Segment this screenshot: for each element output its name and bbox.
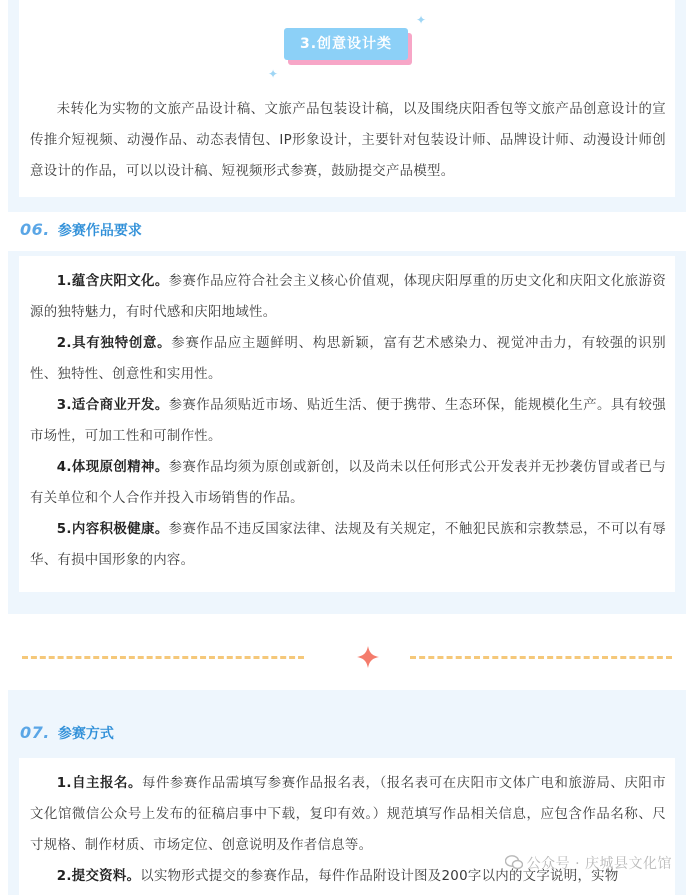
divider-left <box>22 656 304 659</box>
watermark-text: 公众号 · 庆城县文化馆 <box>526 856 672 872</box>
requirement-lead: 5.内容积极健康。 <box>56 522 169 537</box>
requirement-text: 参赛作品应符合社会主义核心价值观，体现庆阳厚重的历史文化和庆阳文化旅游资源的独特魅力，有时代感和庆阳地域性。 <box>30 274 667 320</box>
requirement-lead: 4.体现原创精神。 <box>56 460 169 475</box>
requirement-text: 参赛作品均须为原创或新创，以及尚未以任何形式公开发表并无抄袭仿冒或者已与有关单位和个人合作并投入市场销售的作品。 <box>30 460 667 506</box>
requirement-text: 参赛作品不违反国家法律、法规及有关规定，不触犯民族和宗教禁忌，不可以有辱华、有损中国形象的内容。 <box>30 522 667 568</box>
section-07-number: 07. <box>20 723 50 742</box>
wechat-icon <box>505 855 523 870</box>
section-06-number: 06. <box>20 220 50 239</box>
requirement-item <box>30 452 666 514</box>
requirement-lead: 2.具有独特创意。 <box>56 336 172 351</box>
requirement-item <box>30 266 666 328</box>
requirement-item <box>30 328 666 390</box>
badge-label: 3.创意设计类 <box>284 28 408 60</box>
watermark <box>505 853 672 873</box>
requirement-text: 参赛作品应主题鲜明、构思新颖，富有艺术感染力、视觉冲击力，有较强的识别性、独特性、创意性和实用性。 <box>30 336 666 382</box>
method-item <box>30 768 666 861</box>
sparkle-icon: ✦ <box>416 13 427 27</box>
intro-paragraph: 未转化为实物的文旅产品设计稿、文旅产品包装设计稿，以及围绕庆阳香包等文旅产品创意设计的宣传推介短视频、动漫作品、动态表情包、IP形象设计，主要针对包装设计师、品牌设计师、动漫设计师创意设计的作品，可以以设计稿、短视频形式参赛，鼓励提交产品模型。 <box>30 102 666 179</box>
method-lead: 2.提交资料。 <box>56 869 141 884</box>
requirement-item <box>30 514 666 576</box>
diamond-icon <box>357 646 379 668</box>
section-06-heading <box>20 220 142 240</box>
requirement-item <box>30 390 666 452</box>
requirement-lead: 3.适合商业开发。 <box>56 398 169 413</box>
method-lead: 1.自主报名。 <box>56 776 142 791</box>
sparkle-icon: ✦ <box>268 67 279 81</box>
category-badge <box>284 28 412 64</box>
section-07-title: 参赛方式 <box>57 726 114 742</box>
section-06-title: 参赛作品要求 <box>57 223 142 239</box>
requirement-text: 参赛作品须贴近市场、贴近生活、便于携带、生态环保，能规模化生产。具有较强市场性，可加工性和可制作性。 <box>30 398 667 444</box>
method-text: 每件参赛作品需填写参赛作品报名表，（报名表可在庆阳市文体广电和旅游局、庆阳市文化馆微信公众号上发布的征稿启事中下载，复印有效。）规范填写作品相关信息，应包含作品名称、尺寸规格、制作材质、市场定位、创意说明及作者信息等。 <box>30 776 666 853</box>
method-text: 以实物形式提交的参赛作品，每件作品附设计图及200字以内的文字说明，实物 <box>140 869 619 884</box>
section-07-heading <box>20 723 114 743</box>
requirement-lead: 1.蕴含庆阳文化。 <box>56 274 169 289</box>
divider-right <box>410 656 672 659</box>
